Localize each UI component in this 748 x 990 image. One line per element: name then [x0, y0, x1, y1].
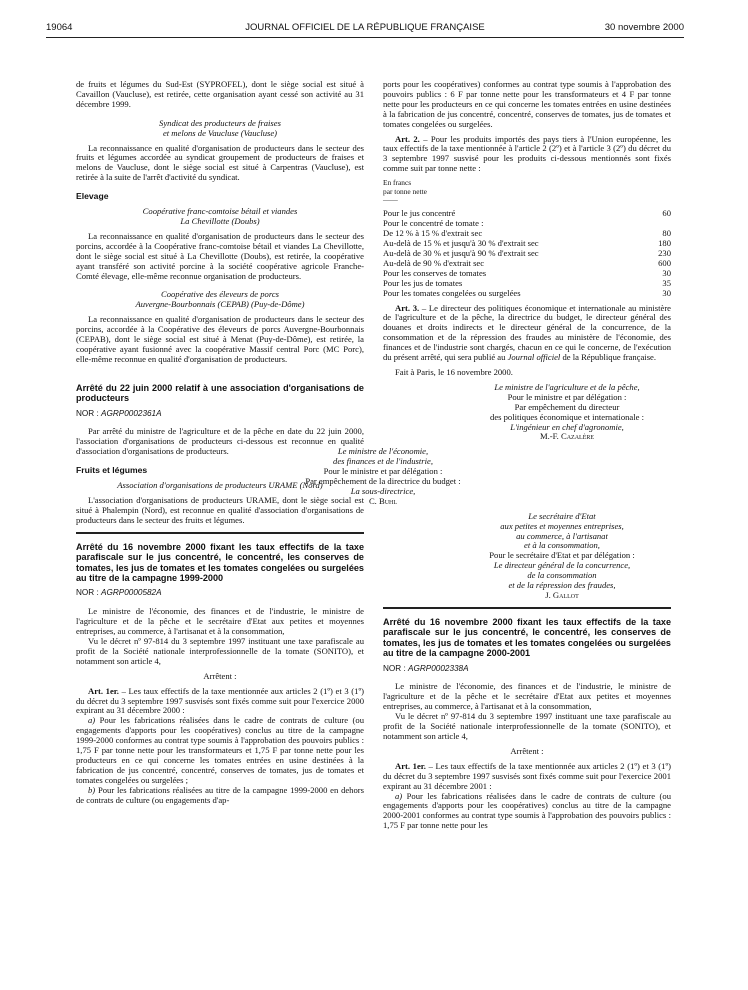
rate-label: Au-delà de 30 % et jusqu'à 90 % d'extrait sec: [383, 248, 539, 258]
rate-value: 180: [658, 238, 671, 249]
paragraph: Le ministre de l'économie, des finances et de l'industrie, le ministre de l'agriculture et de la pêche et le secrétaire d'Etat aux petites et moyennes entreprises, au commerce, à l'artisanat et à la consommation,: [76, 606, 364, 637]
rate-value: 230: [658, 248, 671, 258]
paragraph: Le ministre de l'économie, des finances et de l'industrie, le ministre de l'agriculture et de la pêche et le secrétaire d'Etat aux petites et moyennes entreprises, au commerce, à l'artisanat et à la consommation,: [383, 681, 671, 712]
rate-label: Au-delà de 15 % et jusqu'à 30 % d'extrait sec: [383, 238, 539, 249]
paragraph: b) Pour les fabrications réalisées au titre de la campagne 1999-2000 en dehors de contrats de culture (ou engagements d'ap-: [76, 784, 364, 805]
rate-value: 600: [658, 257, 671, 268]
paragraph: La reconnaissance en qualité d'organisation de producteurs dans le secteur des porcins, accordée à la Coopérative des éleveurs de porcs Auvergne-Bourbonnais (CEPAB), dont le siège social est situé à Menat (Puy-de-Dôme), est retirée, la coopérative ayant fusionné avec la coopérative Massif central Porc (MC Porc), elle-même reconnue en qualité d'organisation de producteurs.: [76, 314, 364, 364]
left-column: [76, 80, 364, 805]
rates-table: [383, 209, 671, 298]
arrete-title: Arrêté du 16 novembre 2000 fixant les taux effectifs de la taxe parafiscale sur le jus concentré, le concentré, les conserves de tomates, les jus de tomates et les tomates congelées ou surgelées au titre de la campagne 1999-2000: [76, 541, 364, 583]
org-title: et melons de Vaucluse (Vaucluse): [162, 127, 278, 138]
signature-block: Le secrétaire d'Etat aux petites et moyennes entreprises, au commerce, à l'artisanat et à la consommation, Pour le secrétaire d'Etat et par délégation : Le directeur général de la concurrence, de la consommation et de la répression des fraudes, J. Gallot: [489, 510, 635, 600]
article: Art. 1er. – Les taux effectifs de la taxe mentionnée aux articles 2 (1º) et 3 (1º) du décret du 3 septembre 1997 susvisés sont fixés comme suit pour l'exercice 2000 expirant au 31 décembre 2000 :: [76, 685, 364, 716]
rate-label: Pour le jus concentré: [383, 208, 456, 219]
rate-value: 60: [662, 208, 671, 219]
nor-reference: NOR : AGRP0002361A: [76, 408, 162, 418]
paragraph: Vu le décret nº 97-814 du 3 septembre 1997 instituant une taxe parafiscale au profit de la Société nationale interprofessionnelle de la tomate (SONITO), et notamment son article 4,: [76, 635, 364, 666]
paragraph: Vu le décret nº 97-814 du 3 septembre 1997 instituant une taxe parafiscale au profit de la Société nationale interprofessionnelle de la tomate (SONITO), et notamment son article 4,: [383, 711, 671, 741]
org-title: Association d'organisations de producteurs URAME (Nord): [117, 480, 323, 491]
paragraph: a) Pour les fabrications réalisées dans le cadre de contrats de culture (ou engagements d'apports pour les coopératives) conclus au titre de la campagne 2000-2001 conformes au contrat type soumis à l'approbation des pouvoirs publics : 1,75 F par tonne nette pour les: [383, 790, 671, 831]
article: Art. 2. – Pour les produits importés des pays tiers à l'Union européenne, les taux effectifs de la taxe mentionnée à l'article 2 (2º) et à l'article 3 (2º) du décret du 3 septembre 1997 susvisé pour les produits ci-dessous mentionnés sont fixés comme suit par tonne nette :: [383, 133, 672, 174]
rate-value: 30: [662, 287, 671, 298]
nor-reference: NOR : AGRP0000582A: [76, 588, 162, 598]
article: Art. 1er. – Les taux effectifs de la taxe mentionnée aux articles 2 (1º) et 3 (1º) du décret du 3 septembre 1997 susvisés sont fixés comme suit pour l'exercice 2001 expirant au 31 décembre 2001 :: [383, 760, 671, 791]
page-number: 19064: [46, 22, 73, 33]
rate-label: Pour les conserves de tomates: [383, 267, 487, 278]
rate-label: Pour les jus de tomates: [383, 277, 463, 288]
rates-unit: En francs: [383, 178, 412, 188]
arrete-title: Arrêté du 16 novembre 2000 fixant les taux effectifs de la taxe parafiscale sur le jus concentré, le concentré, les conserves de tomates, les jus de tomates et les tomates congelées ou surgelées au titre de la campagne 2000-2001: [383, 616, 671, 659]
separator-rule: [383, 607, 671, 609]
rate-label: De 12 % à 15 % d'extrait sec: [383, 228, 483, 239]
paragraph: La reconnaissance en qualité d'organisation de producteurs dans le secteur des fruits et légumes accordée au syndicat groupement de producteurs de fraises et melons de Vaucluse, dont le siège social est situé à Carpentras (Vaucluse), est retirée à la suite de l'arrêt d'activité du syndicat.: [76, 142, 364, 183]
journal-title: JOURNAL OFFICIEL DE LA RÉPUBLIQUE FRANÇAISE: [245, 22, 485, 33]
rate-label: Au-delà de 90 % d'extrait sec: [383, 257, 485, 268]
rate-value: 35: [662, 277, 671, 288]
section-heading: Elevage: [76, 191, 109, 202]
rates-unit: par tonne nette: [383, 186, 427, 196]
article: Art. 3. – Le directeur des politiques économique et internationale au ministère de l'agriculture et de la pêche, la directrice du budget, le directeur général des douanes et droits indirects et le directeur général de la concurrence, de la consommation et de la répression des fraudes au ministère de l'économie, des finances et de l'industrie sont chargés, chacun en ce qui le concerne, de l'exécution du présent arrêté, qui sera publié au Journal officiel de la République française.: [383, 302, 671, 363]
org-title: Coopérative des éleveurs de porcs: [160, 289, 280, 300]
rate-row: [383, 289, 671, 299]
paragraph: La reconnaissance en qualité d'organisation de producteurs dans le secteur des porcins, accordée à la Coopérative franc-comtoise bétail et viandes La Chevillotte, dont le siège social est situé à La Chevillotte (Doubs), est retirée, la coopérative ayant transféré son activité porcine à la société coopérative agricole Franche-Comté élevage, elle-même reconnue organisation de producteurs.: [76, 230, 364, 281]
paragraph: ports pour les coopératives) conformes au contrat type soumis à l'approbation des pouvoirs publics : 6 F par tonne nette pour les transformateurs et 4 F par tonne nette pour les producteurs en ce qui concerne les tomates entrées en usine destinées à la fabrication de jus concentré, concentré, conserves de tomates, jus de tomates et tomates congelées ou surgelées.: [383, 79, 671, 129]
signature-block: Le ministre de l'agriculture et de la pêche, Pour le ministre et par délégation : Par empêchement du directeur des politiques économique et internationale : L'ingénieur en chef d'agronomie, M.-F. Cazalère: [490, 381, 644, 442]
org-title: Coopérative franc-comtoise bétail et viandes: [142, 206, 298, 217]
arretent: Arrêtent :: [510, 745, 544, 756]
org-title: Auvergne-Bourbonnais (CEPAB) (Puy-de-Dôme): [135, 299, 305, 310]
org-title: Syndicat des producteurs de fraises: [159, 117, 281, 128]
right-column: [305, 79, 672, 831]
issue-date: 30 novembre 2000: [604, 22, 684, 33]
header-rule: [46, 37, 684, 38]
paragraph: a) Pour les fabrications réalisées dans le cadre de contrats de culture (ou engagements d'apports pour les coopératives) conclus au titre de la campagne 1999-2000 conformes au contrat type soumis à l'approbation des pouvoirs publics : 1,75 F par tonne nette pour les transformateurs et 1,75 F par tonne nette pour les producteurs en ce qui concerne les tomates entrées en usine destinées à la fabrication de jus concentré, concentré, conserves de tomates, jus de tomates et tomates congelées ou surgelées ;: [76, 715, 364, 785]
arretent: Arrêtent :: [203, 670, 237, 681]
paragraph: Par arrêté du ministre de l'agriculture et de la pêche en date du 22 juin 2000, l'association d'organisations de producteurs ci-dessous est reconnue en qualité d'association d'organisations de producteurs.: [76, 426, 364, 457]
separator-rule: [76, 532, 364, 534]
rate-value: 80: [662, 228, 671, 239]
arrete-title: Arrêté du 22 juin 2000 relatif à une association d'organisations de producteurs: [76, 382, 364, 404]
rates-rule: ——: [383, 194, 398, 204]
signature-block: Le ministre de l'économie, des finances et de l'industrie, Pour le ministre et par délégation : Par empêchement de la directrice du budget : La sous-directrice, C. Buhl: [305, 446, 461, 506]
rate-label: Pour le concentré de tomate :: [383, 218, 484, 229]
signature-date: Fait à Paris, le 16 novembre 2000.: [395, 366, 513, 377]
paragraph: de fruits et légumes du Sud-Est (SYPROFEL), dont le siège social est situé à Cavaillon (Vaucluse), est retirée, cette organisation ayant cessé son activité au 31 décembre 1999.: [76, 79, 364, 109]
org-title: La Chevillotte (Doubs): [180, 215, 260, 226]
rate-label: Pour les tomates congelées ou surgelées: [383, 287, 521, 298]
rate-value: 30: [662, 267, 671, 278]
paragraph: L'association d'organisations de producteurs URAME, dont le siège social est situé à Phalempin (Nord), est reconnue en qualité d'association d'organisations de producteurs dans le secteur des fruits et légumes.: [76, 495, 364, 525]
page-header: [46, 22, 684, 36]
section-heading: Fruits et légumes: [76, 465, 148, 476]
nor-reference: NOR : AGRP0002338A: [383, 663, 469, 673]
